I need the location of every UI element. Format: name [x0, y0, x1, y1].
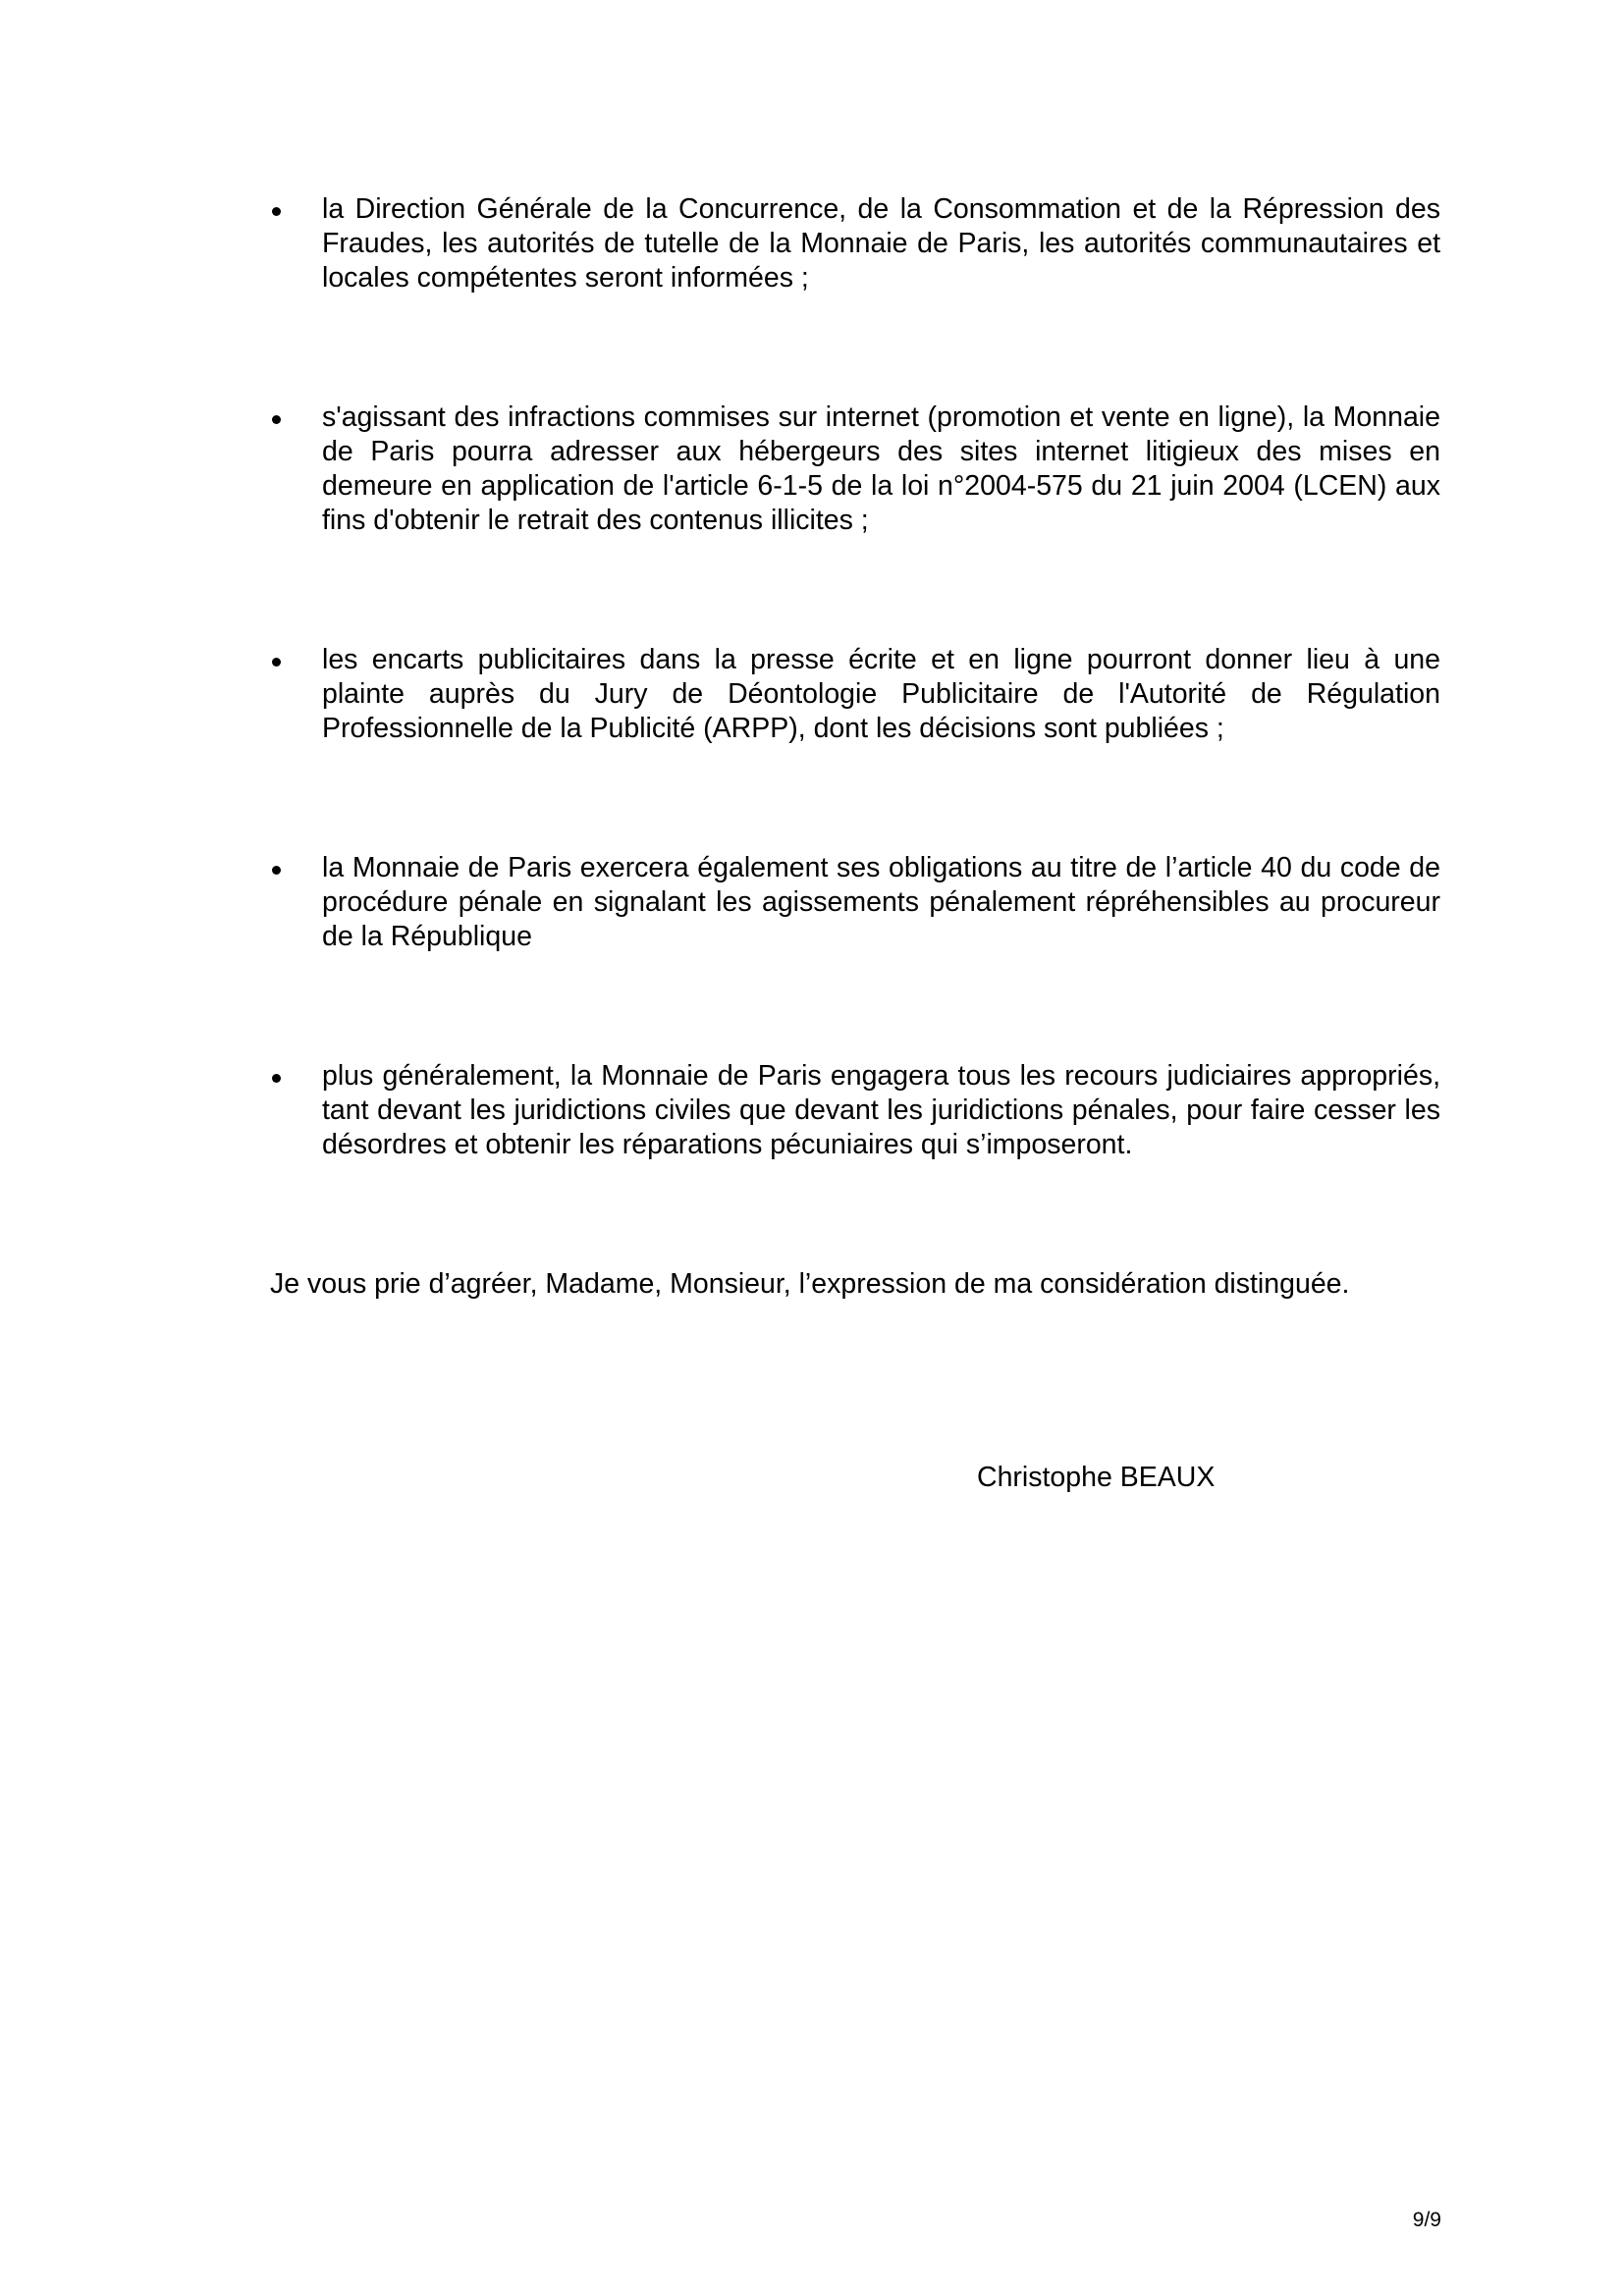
bullet-icon	[272, 658, 281, 667]
list-item-text: s'agissant des infractions commises sur internet (promotion et vente en ligne), la Monnaie de Paris pourra adresser aux hébergeurs des sites internet litigieux des mises en demeure en application de l'article 6-1-5 de la loi n°2004-575 du 21 juin 2004 (LCEN) aux fins d'obtenir le retrait des contenus illicites ;	[322, 401, 1440, 536]
letter-body	[270, 192, 1440, 1495]
list-item-text: plus généralement, la Monnaie de Paris engagera tous les recours judiciaires appropriés, tant devant les juridictions civiles que devant les juridictions pénales, pour faire cesser les désordres et obtenir les réparations pécuniaires qui s’imposeront.	[322, 1060, 1440, 1160]
bullet-icon	[272, 1074, 281, 1083]
closing-paragraph: Je vous prie d’agréer, Madame, Monsieur, l’expression de ma considération distinguée.	[270, 1268, 1350, 1300]
list-item-text: la Direction Générale de la Concurrence, de la Consommation et de la Répression des Fraudes, les autorités de tutelle de la Monnaie de Paris, les autorités communautaires et locales compétentes seront informées ;	[322, 193, 1440, 294]
list-item-text: les encarts publicitaires dans la presse écrite et en ligne pourront donner lieu à une plainte auprès du Jury de Déontologie Publicitaire de l'Autorité de Régulation Professionnelle de la Publicité (ARPP), dont les décisions sont publiées ;	[322, 644, 1440, 744]
list-item	[270, 1059, 1440, 1162]
list-item	[270, 192, 1440, 295]
list-item-text: la Monnaie de Paris exercera également ses obligations au titre de l’article 40 du code de procédure pénale en signalant les agissements pénalement répréhensibles au procureur de la République	[322, 852, 1440, 952]
bullet-icon	[272, 866, 281, 875]
page-number: 9/9	[1412, 2209, 1441, 2231]
list-item	[270, 400, 1440, 538]
list-item	[270, 851, 1440, 954]
bullet-list	[270, 192, 1440, 1162]
bullet-icon	[272, 415, 281, 424]
bullet-icon	[272, 207, 281, 216]
signature-name: Christophe BEAUX	[977, 1462, 1216, 1493]
list-item	[270, 643, 1440, 746]
